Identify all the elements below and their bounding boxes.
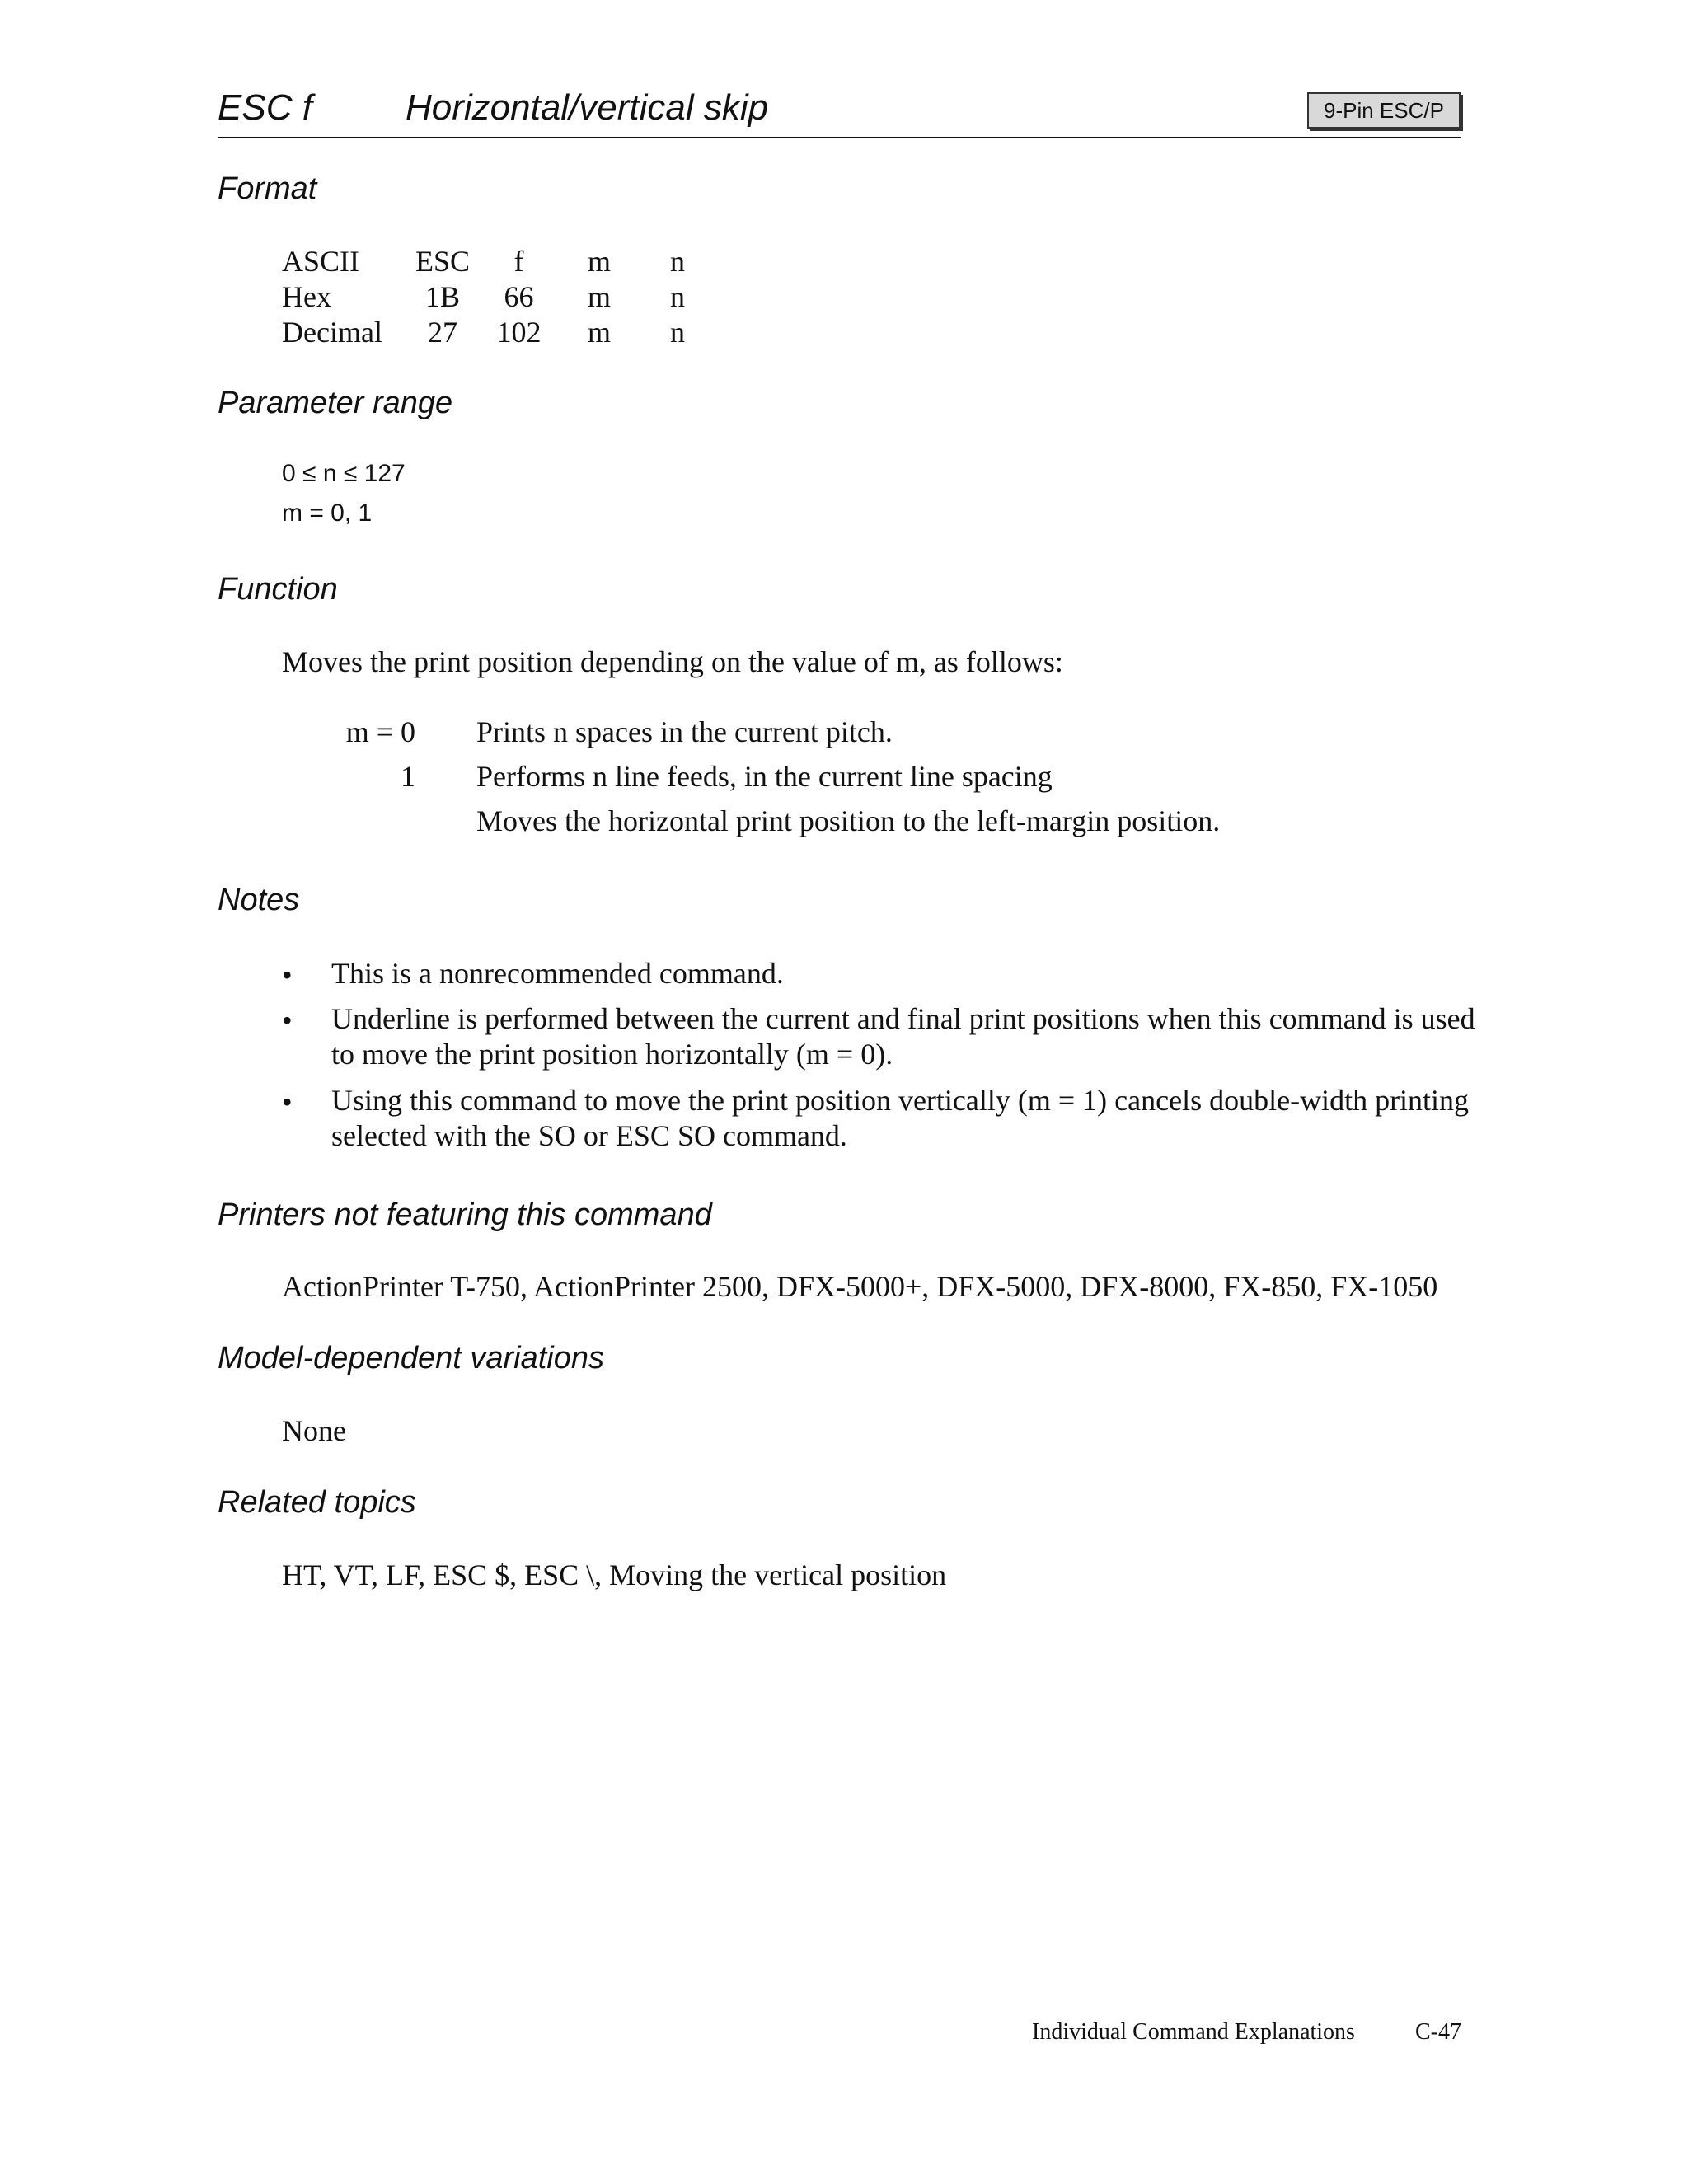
- related-topics-heading: Related topics: [218, 1485, 416, 1520]
- protocol-badge: 9-Pin ESC/P: [1307, 92, 1461, 129]
- related-topics-text: HT, VT, LF, ESC $, ESC \, Moving the vertical position: [282, 1558, 947, 1591]
- function-heading: Function: [218, 572, 338, 607]
- format-cell: n: [670, 315, 685, 349]
- format-cell: ASCII: [282, 244, 360, 278]
- format-cell: ESC: [415, 244, 471, 278]
- format-cell: m: [587, 279, 611, 313]
- format-row-hex: [282, 279, 723, 314]
- model-variations-text: None: [282, 1414, 346, 1447]
- format-cell: n: [670, 244, 685, 278]
- format-row-decimal: [282, 314, 723, 349]
- printers-list: ActionPrinter T-750, ActionPrinter 2500, DFX-5000+, DFX-5000, DFX-8000, FX-850, FX-1050: [282, 1270, 1438, 1303]
- format-cell: 102: [496, 315, 542, 349]
- format-cell: Hex: [282, 279, 331, 313]
- page-header: [218, 82, 1461, 138]
- format-cell: Decimal: [282, 315, 382, 349]
- bullet-icon: •: [282, 1004, 293, 1037]
- printers-heading: Printers not featuring this command: [218, 1197, 712, 1232]
- note-item: Using this command to move the print position vertically (m = 1) cancels double-width printing selected with the SO or ESC SO command.: [331, 1084, 1470, 1152]
- format-cell: m: [587, 315, 611, 349]
- parameter-range-heading: Parameter range: [218, 386, 453, 420]
- m-description: Moves the horizontal print position to the left-margin position.: [476, 804, 1221, 837]
- footer-section: Individual Command Explanations: [1032, 2019, 1355, 2045]
- format-cell: 27: [428, 315, 457, 349]
- footer-page-number: C-47: [1415, 2019, 1461, 2045]
- format-cell: n: [670, 279, 685, 313]
- note-item: Underline is performed between the current and final print positions when this command is used to move the print position horizontally (m = 0).: [331, 1002, 1475, 1071]
- format-cell: 66: [504, 279, 534, 313]
- bullet-icon: •: [282, 958, 293, 991]
- format-cell: m: [587, 244, 611, 278]
- function-intro: Moves the print position depending on the value of m, as follows:: [282, 645, 1063, 678]
- format-cell: 1B: [424, 279, 460, 313]
- bullet-icon: •: [282, 1085, 293, 1118]
- note-item: This is a nonrecommended command.: [331, 957, 784, 990]
- command-name: ESC f: [218, 87, 312, 128]
- m-description: Performs n line feeds, in the current line spacing: [476, 760, 1053, 793]
- format-cell: f: [513, 244, 524, 278]
- format-row-ascii: [282, 243, 723, 279]
- format-heading: Format: [218, 171, 317, 206]
- m-value: m = 0: [345, 715, 415, 748]
- notes-heading: Notes: [218, 883, 300, 917]
- model-variations-heading: Model-dependent variations: [218, 1341, 604, 1376]
- m-description: Prints n spaces in the current pitch.: [476, 715, 893, 748]
- m-value: 1: [401, 760, 415, 793]
- parameter-line: 0 ≤ n ≤ 127: [282, 460, 406, 487]
- format-table: [282, 243, 723, 349]
- parameter-line: m = 0, 1: [282, 499, 373, 527]
- page-title: Horizontal/vertical skip: [406, 87, 769, 128]
